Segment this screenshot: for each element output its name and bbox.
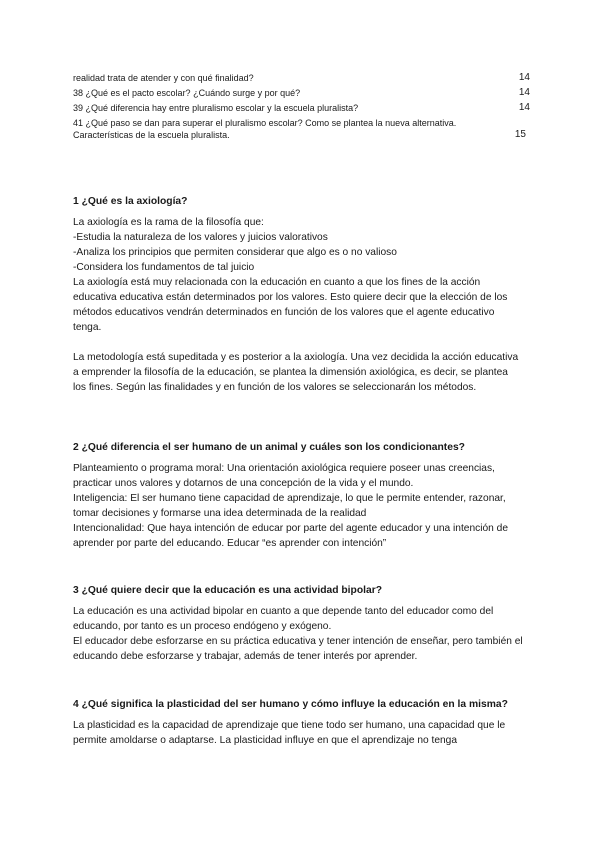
toc-entry[interactable] (73, 87, 530, 99)
section-3 (73, 584, 523, 664)
paragraph: La educación es una actividad bipolar en cuanto a que depende tanto del educador como del educando, por tanto es un proceso endógeno y exógeno. (73, 606, 494, 632)
paragraph: Inteligencia: El ser humano tiene capacidad de aprendizaje, lo que le permite entender, razonar, tomar decisiones y formarse una idea determinada de la realidad (73, 493, 506, 519)
toc-entry[interactable] (73, 117, 530, 141)
toc-entry-text: 38 ¿Qué es el pacto escolar? ¿Cuándo surge y por qué? (73, 88, 301, 98)
paragraph: La axiología está muy relacionada con la educación en cuanto a que los fines de la acción educativa educativa están determinados por los valores. Esto quiere decir que la elección de los métodos educativos vendrán determinados en función de los valores que el agente educativo tenga. (73, 277, 508, 333)
toc-entry[interactable] (73, 102, 530, 114)
paragraph-line: -Analiza los principios que permiten considerar que algo es o no valioso (73, 247, 397, 258)
paragraph-line: La axiología es la rama de la filosofía que: (73, 217, 264, 228)
paragraph: El educador debe esforzarse en su práctica educativa y tener intención de enseñar, pero también el educando debe esforzarse y trabajar, además de tener interés por aprender. (73, 636, 523, 662)
table-of-contents (73, 72, 530, 144)
toc-entry-page: 14 (518, 72, 530, 83)
section-heading: 2 ¿Qué diferencia el ser humano de un animal y cuáles son los condicionantes? (73, 442, 465, 453)
toc-entry-text: 39 ¿Qué diferencia hay entre pluralismo escolar y la escuela pluralista? (73, 103, 359, 113)
toc-entry-page: 15 (514, 129, 526, 140)
paragraph: Intencionalidad: Que haya intención de educar por parte del agente educador y una intención de aprender por parte del educando. Educar “es aprender con intención” (73, 523, 508, 549)
paragraph: La metodología está supeditada y es posterior a la axiología. Una vez decidida la acción educativa a emprender la filosofía de la educación, se plantea la dimensión axiológica, es decir, se plantea los fines. Según las finalidades y en función de los valores se seleccionarán los métodos. (73, 352, 519, 393)
section-heading: 1 ¿Qué es la axiología? (73, 196, 188, 207)
section-1 (73, 195, 523, 395)
section-heading: 3 ¿Qué quiere decir que la educación es una actividad bipolar? (73, 585, 382, 596)
paragraph: Planteamiento o programa moral: Una orientación axiológica requiere poseer unas creencias, practicar unos valores y dotarnos de una concepción de la vida y el mundo. (73, 463, 495, 489)
toc-entry-page: 14 (518, 102, 530, 113)
toc-entry[interactable] (73, 72, 530, 84)
section-heading: 4 ¿Qué significa la plasticidad del ser humano y cómo influye la educación en la misma? (73, 699, 508, 710)
section-4 (73, 698, 523, 748)
paragraph: La plasticidad es la capacidad de aprendizaje que tiene todo ser humano, una capacidad que le permite amoldarse o adaptarse. La plasticidad influye en que el aprendizaje no tenga (73, 720, 506, 746)
toc-entry-page: 14 (518, 87, 530, 98)
toc-entry-text: 41 ¿Qué paso se dan para superar el pluralismo escolar? Como se plantea la nueva alternativa. Características de la escuela pluralista. (73, 118, 457, 140)
paragraph-line: -Estudia la naturaleza de los valores y juicios valorativos (73, 232, 328, 243)
section-2 (73, 441, 523, 551)
paragraph-line: -Considera los fundamentos de tal juicio (73, 262, 255, 273)
toc-entry-text: realidad trata de atender y con qué finalidad? (73, 73, 254, 83)
